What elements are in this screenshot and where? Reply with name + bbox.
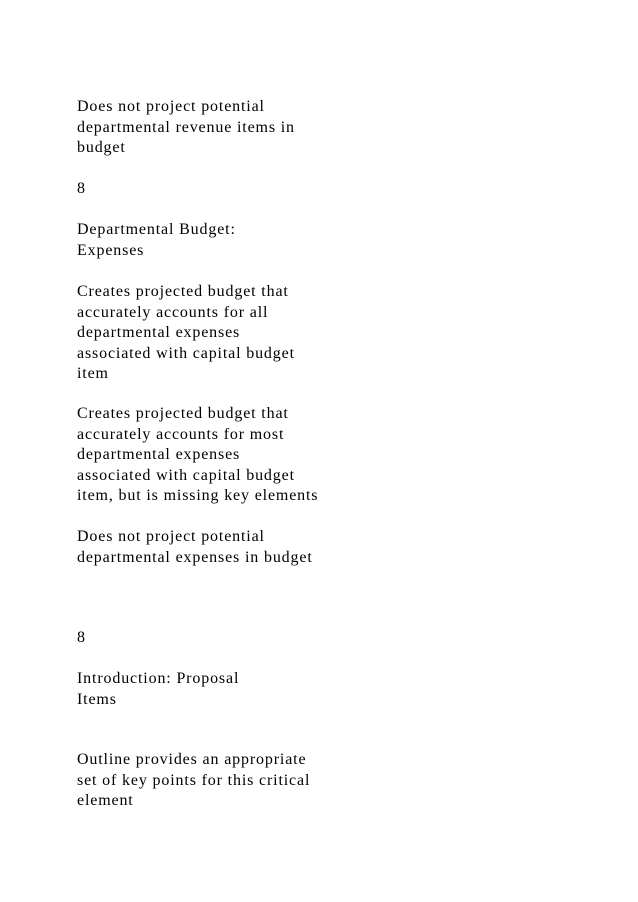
expenses-proficient-text: Creates projected budget that accurately accounts for most departmental expenses associated with capital budget item, but is missing key elements [77, 405, 319, 504]
criterion-proposal-heading: Introduction: Proposal Items [77, 670, 240, 708]
expenses-not-evident-text: Does not project potential departmental expenses in budget [77, 528, 313, 566]
expenses-score: 8 [77, 629, 86, 646]
revenue-score: 8 [77, 180, 86, 197]
expenses-exemplary-text: Creates projected budget that accurately accounts for all departmental expenses associated with capital budget item [77, 283, 295, 382]
revenue-not-projected-text: Does not project potential departmental revenue items in budget [77, 98, 295, 156]
proposal-exemplary-text: Outline provides an appropriate set of key points for this critical element [77, 751, 311, 809]
criterion-expenses-heading: Departmental Budget: Expenses [77, 221, 236, 259]
